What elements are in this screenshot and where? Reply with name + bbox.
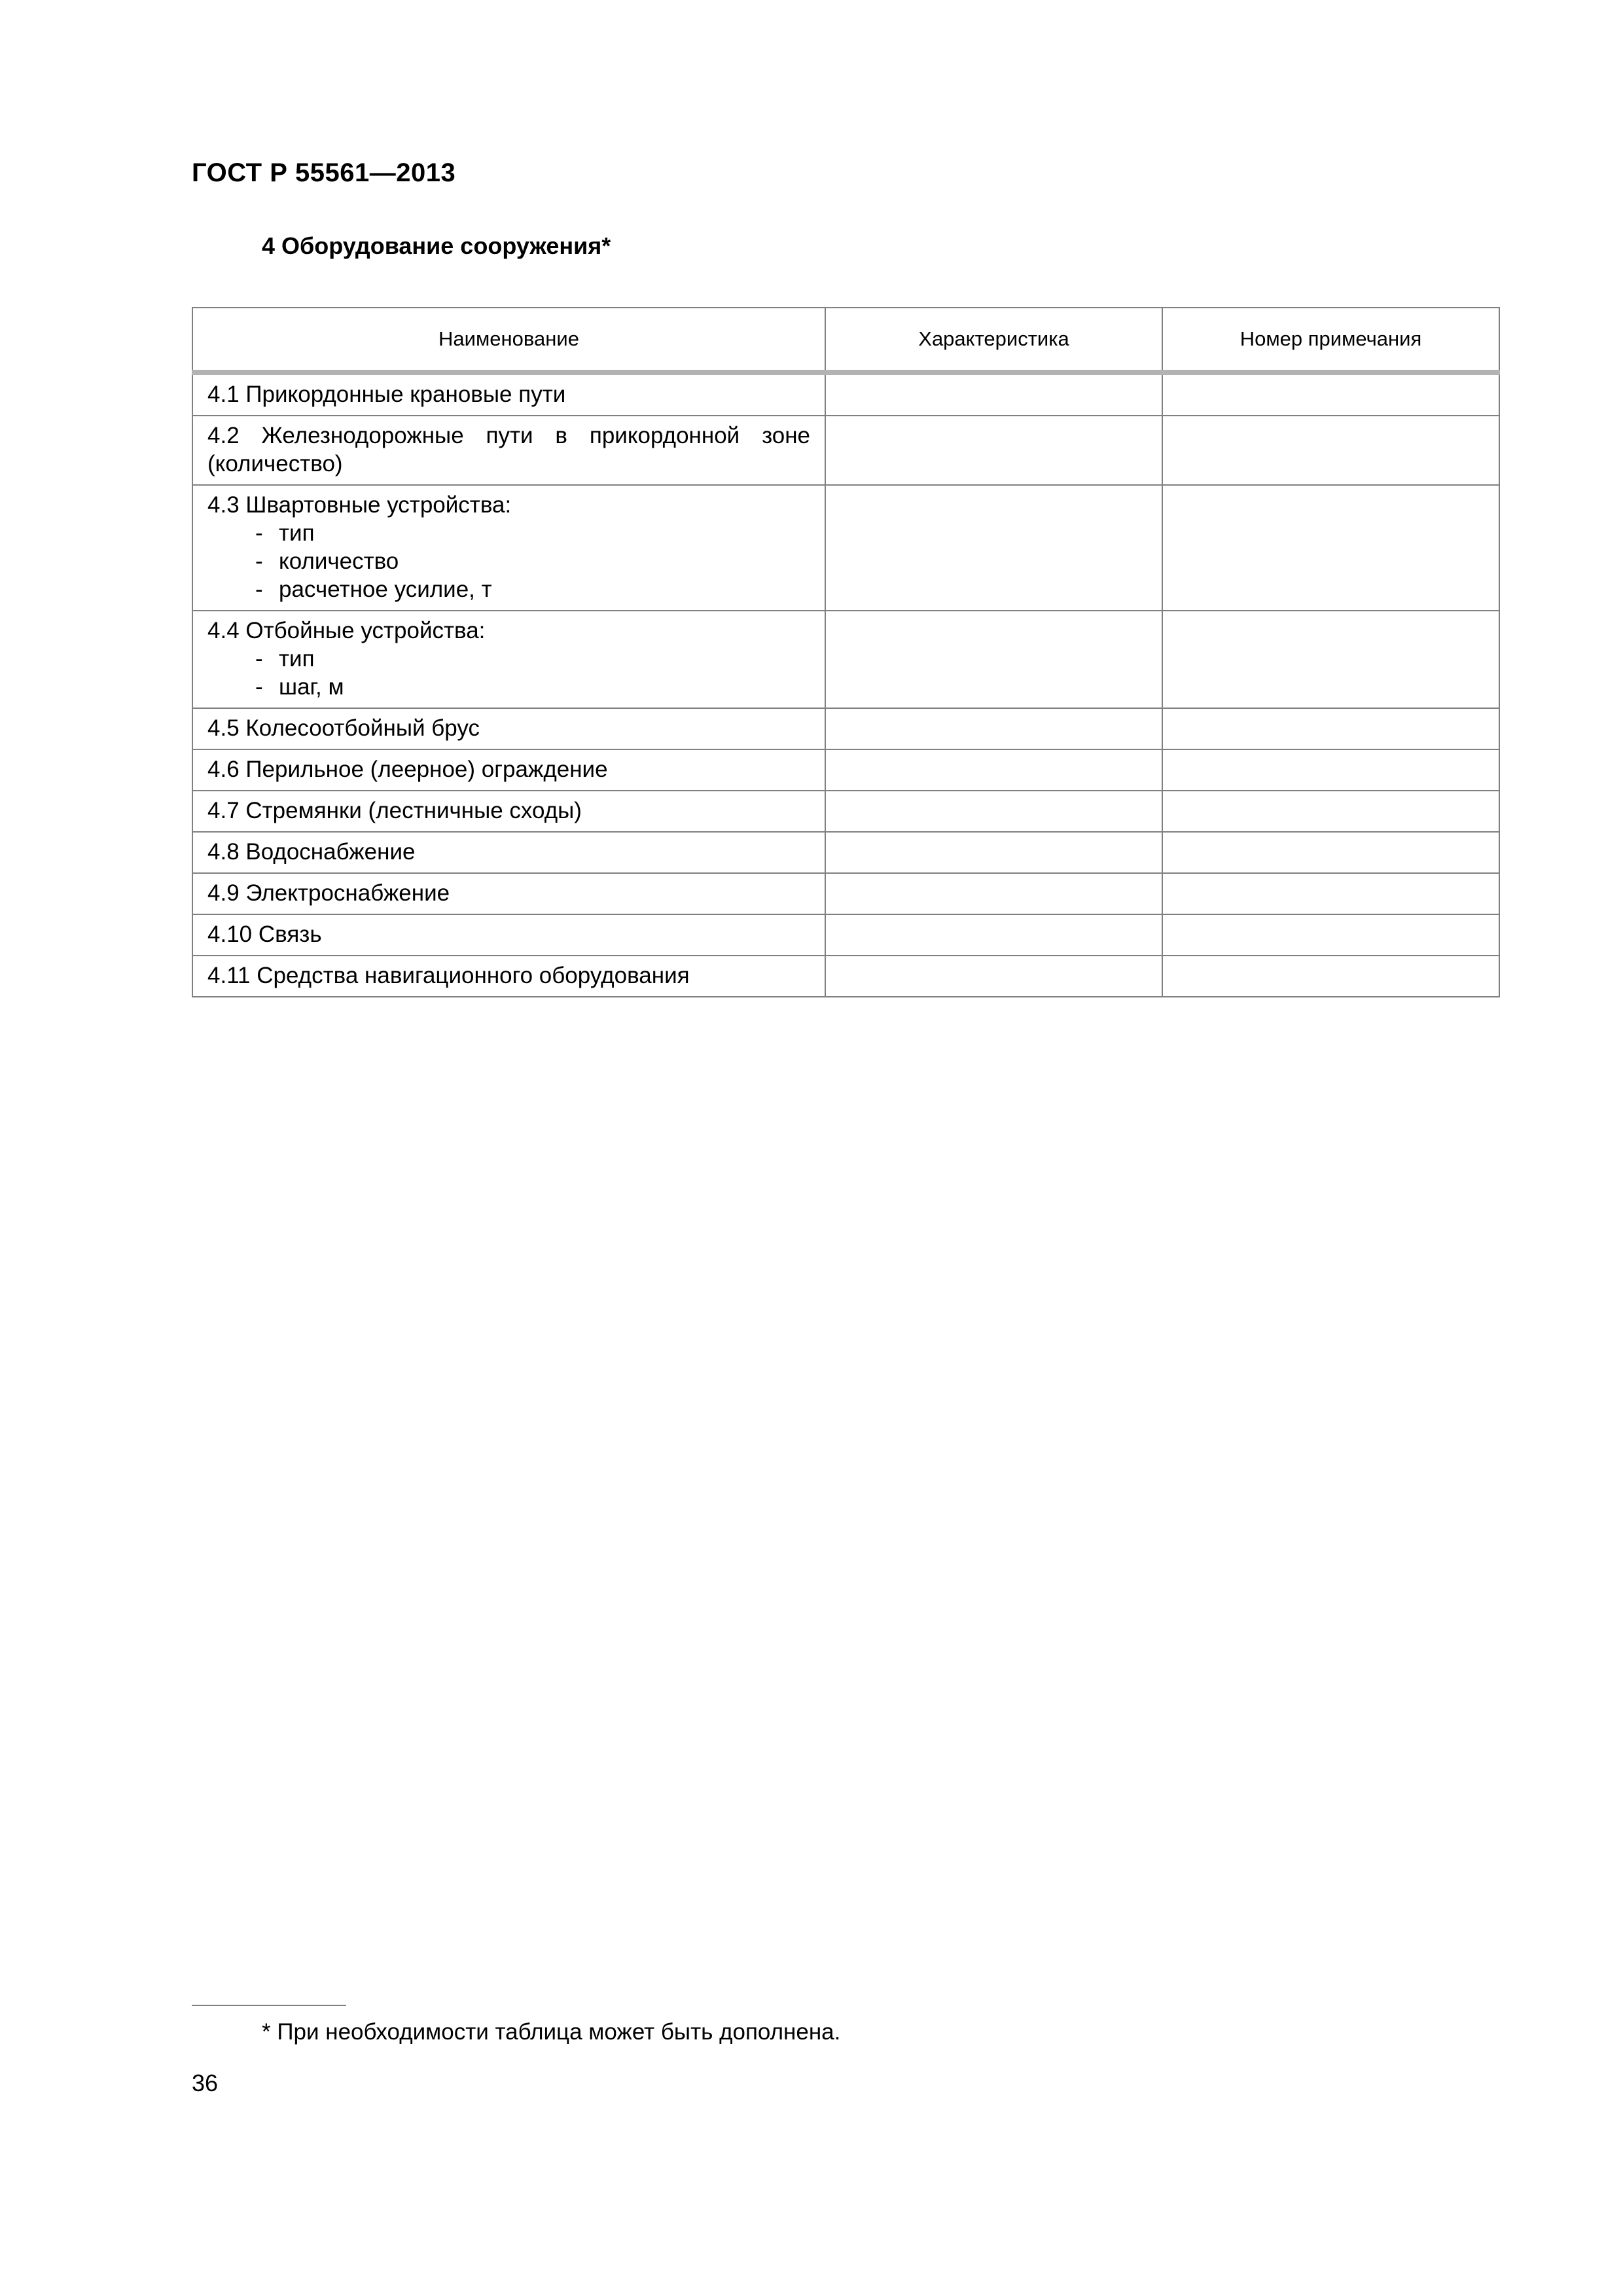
row-sub-item: - шаг, м <box>207 673 810 701</box>
page-number: 36 <box>192 2070 219 2096</box>
row-sub-item: - тип <box>207 645 810 673</box>
note-number-cell <box>1162 791 1499 832</box>
row-name-cell <box>192 485 825 611</box>
table-row <box>192 749 1499 791</box>
equipment-table <box>192 307 1500 997</box>
table-row <box>192 416 1499 485</box>
row-name: 4.10 Связь <box>207 922 322 947</box>
row-name: 4.4 Отбойные устройства: <box>207 618 486 643</box>
table-row <box>192 372 1499 416</box>
characteristic-cell <box>825 485 1162 611</box>
row-name-cell <box>192 791 825 832</box>
table-row <box>192 485 1499 611</box>
table-header-row <box>192 308 1499 372</box>
equipment-table-container <box>192 307 1499 997</box>
row-sub-item: - расчетное усилие, т <box>207 575 810 603</box>
row-name: 4.3 Швартовные устройства: <box>207 492 512 518</box>
note-number-cell <box>1162 372 1499 416</box>
note-number-cell <box>1162 956 1499 997</box>
table-row <box>192 708 1499 749</box>
document-code: ГОСТ Р 55561—2013 <box>192 158 456 187</box>
row-name-cell <box>192 611 825 708</box>
characteristic-cell <box>825 416 1162 485</box>
note-number-cell <box>1162 416 1499 485</box>
column-header-note-number: Номер примечания <box>1162 308 1499 372</box>
row-name: 4.9 Электроснабжение <box>207 880 450 906</box>
row-name: 4.7 Стремянки (лестничные сходы) <box>207 798 582 823</box>
characteristic-cell <box>825 956 1162 997</box>
row-name-cell <box>192 914 825 956</box>
characteristic-cell <box>825 791 1162 832</box>
characteristic-cell <box>825 832 1162 873</box>
row-name-cell <box>192 708 825 749</box>
table-row <box>192 873 1499 914</box>
row-name: 4.8 Водоснабжение <box>207 839 416 865</box>
note-number-cell <box>1162 873 1499 914</box>
table-row <box>192 791 1499 832</box>
row-name-cell <box>192 832 825 873</box>
row-name: 4.6 Перильное (леерное) ограждение <box>207 757 608 782</box>
row-name-cell <box>192 749 825 791</box>
row-name: 4.1 Прикордонные крановые пути <box>207 382 566 407</box>
note-number-cell <box>1162 914 1499 956</box>
characteristic-cell <box>825 708 1162 749</box>
characteristic-cell <box>825 914 1162 956</box>
note-number-cell <box>1162 749 1499 791</box>
note-number-cell <box>1162 485 1499 611</box>
note-number-cell <box>1162 708 1499 749</box>
column-header-characteristic: Характеристика <box>825 308 1162 372</box>
characteristic-cell <box>825 372 1162 416</box>
table-row <box>192 914 1499 956</box>
table-row <box>192 832 1499 873</box>
footnote-divider <box>192 2005 346 2006</box>
characteristic-cell <box>825 611 1162 708</box>
row-name: 4.11 Средства навигационного оборудования <box>207 963 690 988</box>
section-title: 4 Оборудование сооружения* <box>262 232 611 259</box>
table-row <box>192 611 1499 708</box>
characteristic-cell <box>825 749 1162 791</box>
row-sub-item: - количество <box>207 547 810 575</box>
column-header-name: Наименование <box>192 308 825 372</box>
row-name-cell <box>192 372 825 416</box>
characteristic-cell <box>825 873 1162 914</box>
row-sub-item: - тип <box>207 519 810 547</box>
row-name-cell <box>192 416 825 485</box>
row-name: 4.5 Колесоотбойный брус <box>207 715 480 741</box>
footnote: * При необходимости таблица может быть дополнена. <box>262 2019 841 2045</box>
row-name-cell <box>192 956 825 997</box>
note-number-cell <box>1162 832 1499 873</box>
row-name: 4.2 Железнодорожные пути в прикордонной зоне (количество) <box>207 423 810 476</box>
table-row <box>192 956 1499 997</box>
row-name-cell <box>192 873 825 914</box>
note-number-cell <box>1162 611 1499 708</box>
